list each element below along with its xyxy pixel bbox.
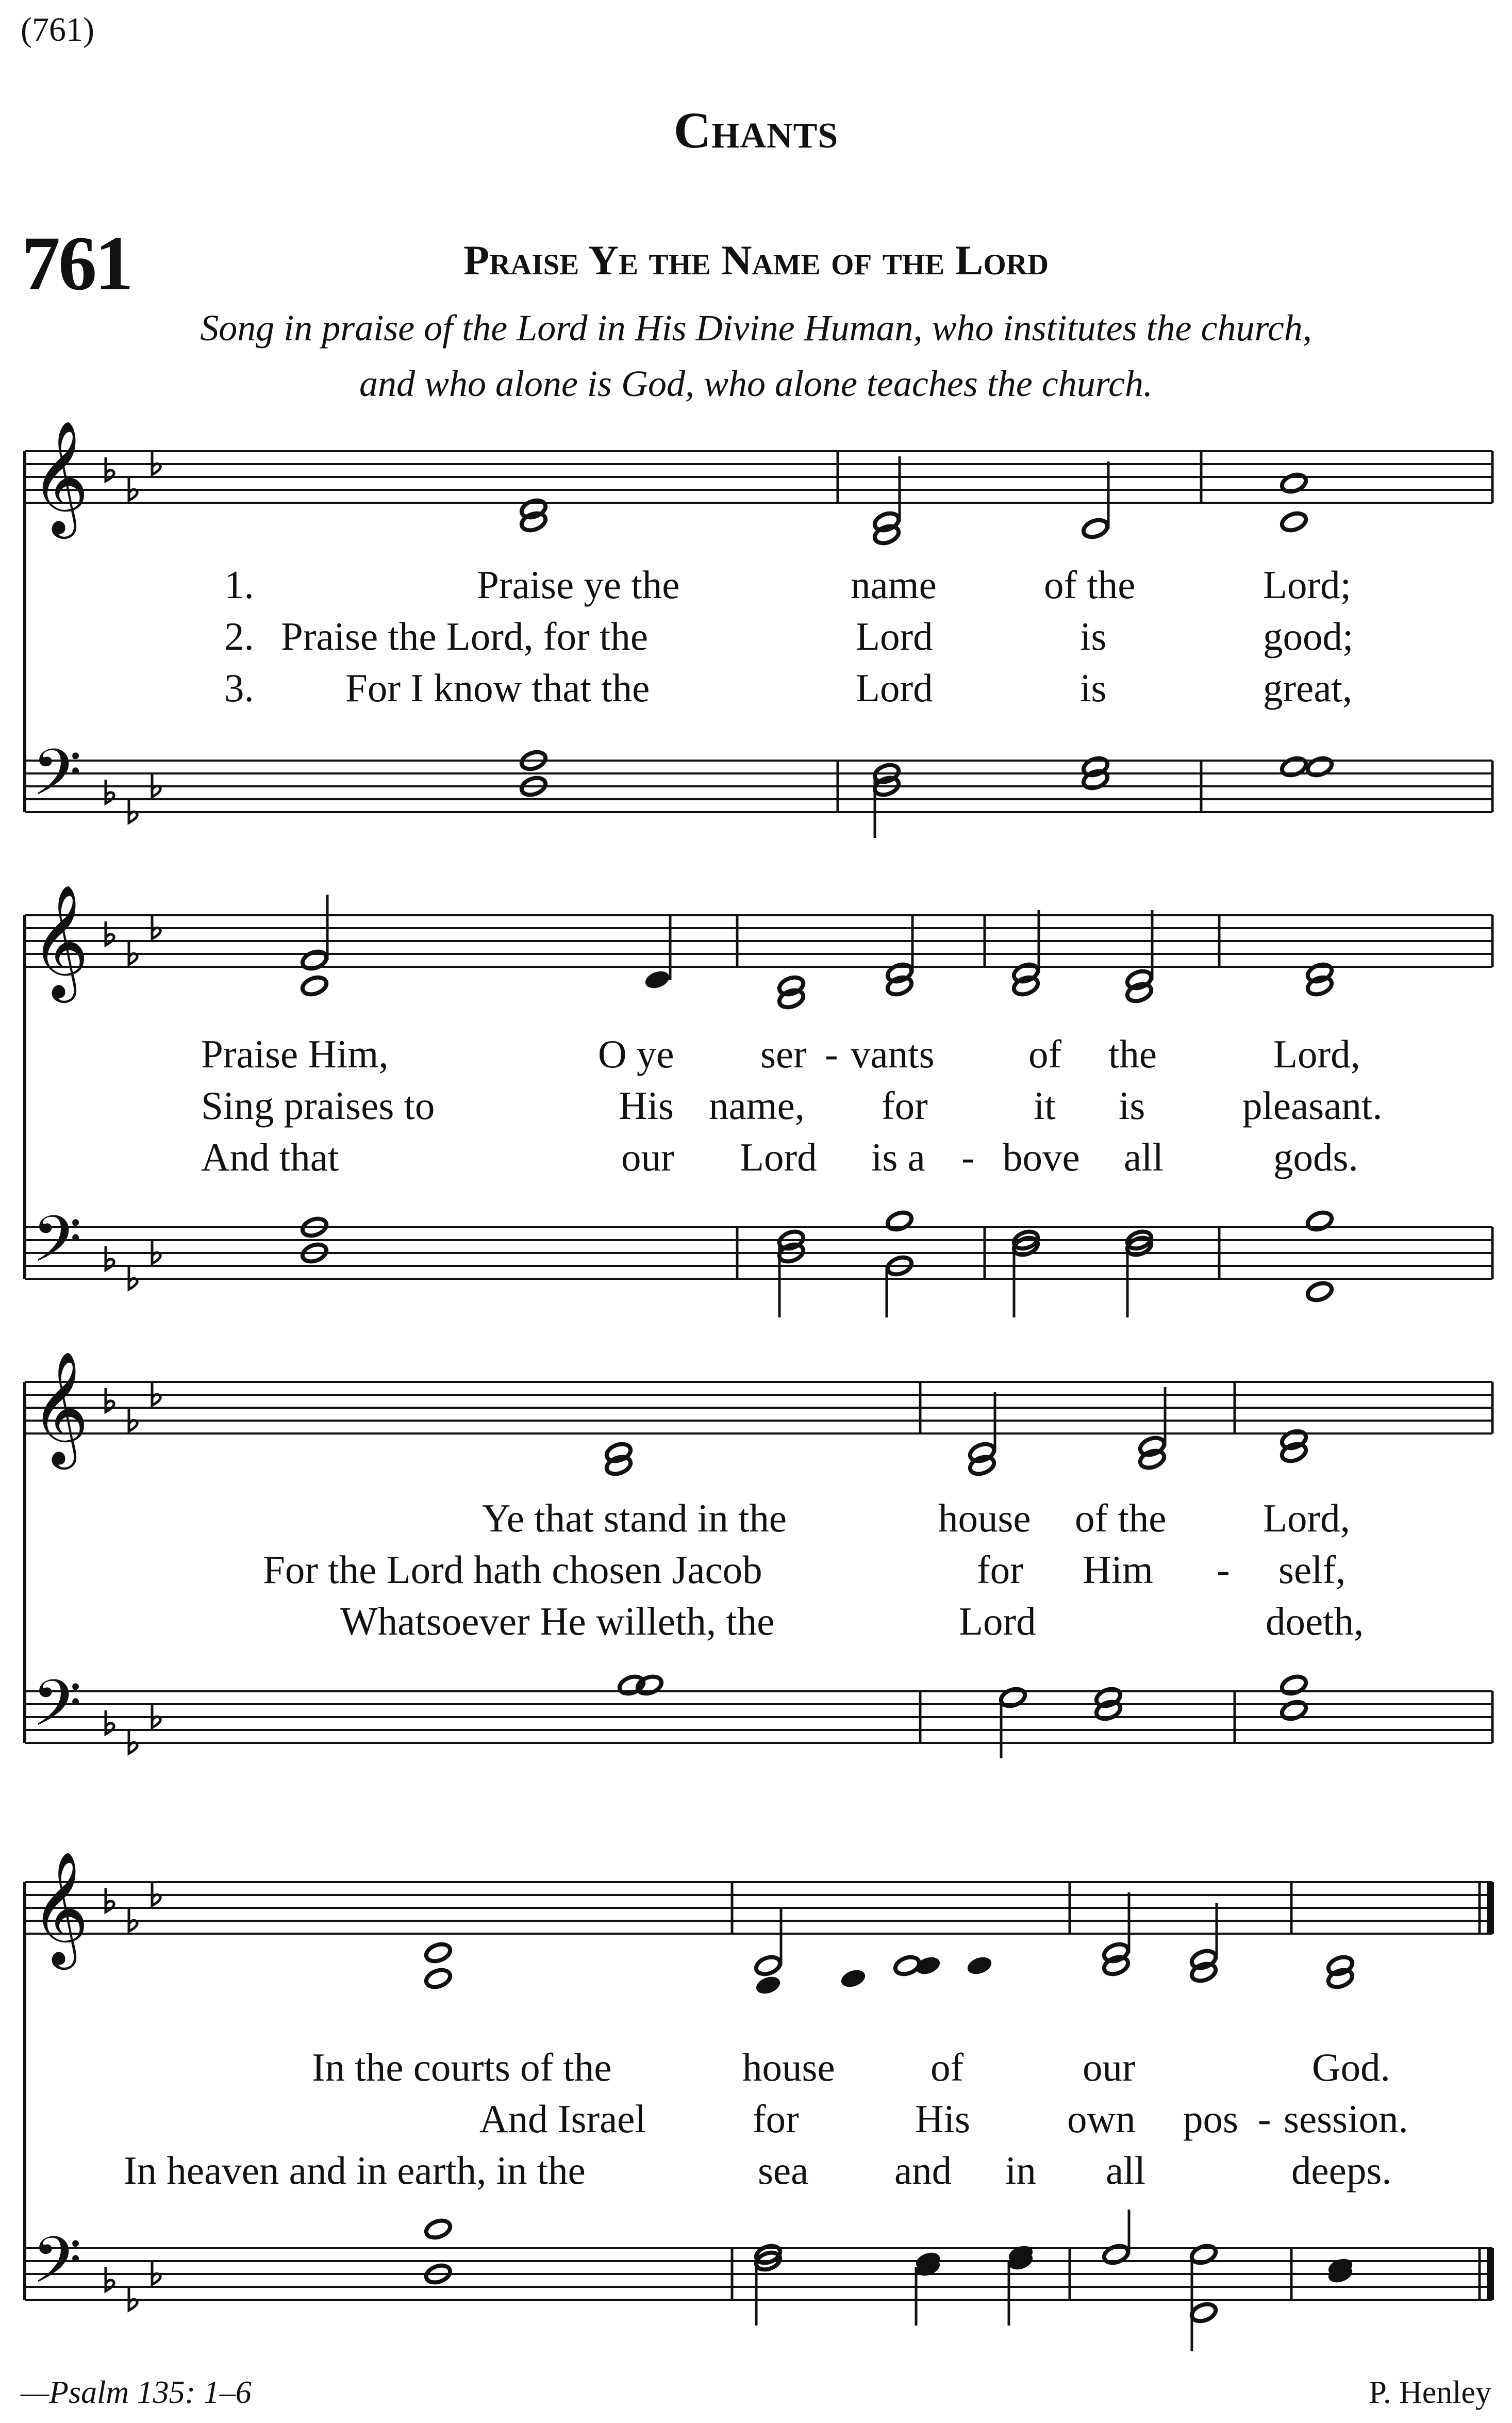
flat-icon	[152, 1704, 160, 1728]
flat-icon	[152, 1240, 160, 1264]
note-head	[999, 1686, 1027, 1709]
flat-icon	[129, 941, 137, 965]
lyric-syllable: it	[1034, 1083, 1056, 1128]
flat-icon	[152, 1382, 160, 1406]
lyric-syllable: of the	[1044, 563, 1136, 607]
flat-icon	[106, 1710, 114, 1734]
flat-icon	[106, 1888, 114, 1912]
note-head	[1305, 755, 1334, 779]
note-head	[1081, 517, 1109, 540]
lyric-syllable: Whatsoever He willeth, the	[340, 1599, 775, 1643]
lyric-syllable: session.	[1284, 2097, 1408, 2141]
lyric-syllable: Lord	[740, 1135, 817, 1179]
lyric-syllable: -	[1258, 2097, 1271, 2141]
lyric-syllable: Lord	[856, 614, 933, 658]
note-head	[1305, 1210, 1334, 1233]
lyric-syllable: good;	[1263, 614, 1354, 658]
hymn-subtitle-line-2: and who alone is God, who alone teaches the church.	[359, 363, 1153, 404]
lyric-syllable: is	[1080, 666, 1107, 710]
lyric-syllable: 2.	[224, 614, 254, 658]
lyric-syllable: of	[1028, 1032, 1062, 1076]
bass-clef-icon: 𝄢	[32, 736, 82, 826]
lyric-syllable: all	[1106, 2148, 1145, 2193]
flat-icon	[152, 915, 160, 939]
flat-icon	[106, 2267, 114, 2291]
flat-icon	[129, 1730, 137, 1754]
flat-icon	[106, 1388, 114, 1412]
treble-clef-icon: 𝄞	[31, 1851, 89, 1965]
lyric-syllable: doeth,	[1266, 1599, 1364, 1643]
lyric-syllable: For I know that the	[345, 666, 650, 710]
lyric-syllable: Praise ye the	[477, 563, 680, 607]
note-head	[1305, 1280, 1334, 1304]
composer-credit: P. Henley	[1369, 2375, 1491, 2410]
note-head	[885, 1210, 913, 1233]
lyric-syllable: self,	[1278, 1547, 1346, 1592]
flat-icon	[106, 780, 114, 803]
note-head	[643, 968, 671, 992]
flat-icon	[129, 799, 137, 823]
flat-icon	[106, 457, 114, 481]
lyric-syllable: Praise the Lord, for the	[281, 614, 649, 658]
lyric-syllable: Lord,	[1263, 1496, 1350, 1540]
lyric-syllable: of the	[1075, 1496, 1167, 1540]
lyric-syllable: Lord	[959, 1599, 1036, 1643]
flat-icon	[129, 1908, 137, 1932]
lyric-syllable: -	[825, 1032, 838, 1076]
lyric-syllable: Praise Him,	[201, 1032, 389, 1076]
lyric-syllable: name,	[709, 1083, 805, 1128]
lyric-syllable: house	[938, 1496, 1031, 1540]
lyric-syllable: And that	[201, 1135, 339, 1179]
lyric-syllable: Lord;	[1263, 563, 1352, 607]
treble-clef-icon: 𝄞	[31, 884, 89, 998]
lyric-syllable: name	[851, 563, 937, 607]
lyric-syllable: all	[1124, 1135, 1164, 1179]
lyric-syllable: Him	[1083, 1547, 1153, 1592]
note-head	[1280, 1674, 1308, 1697]
section-title: Chants	[673, 102, 839, 159]
note-head	[300, 975, 328, 998]
note-head	[839, 1967, 867, 1990]
lyric-syllable: for	[882, 1083, 928, 1128]
treble-clef-icon: 𝄞	[31, 420, 89, 534]
note-head	[965, 1954, 993, 1977]
lyric-syllable: house	[742, 2045, 835, 2089]
note-head	[754, 1974, 782, 1997]
lyric-syllable: ser	[760, 1032, 807, 1076]
hymn-number: 761	[22, 221, 131, 306]
scripture-source: —Psalm 135: 1–6	[21, 2375, 252, 2410]
lyric-syllable: His	[619, 1083, 674, 1128]
lyric-syllable: in	[1005, 2148, 1036, 2193]
lyric-syllable: deeps.	[1291, 2148, 1392, 2193]
flat-icon	[152, 773, 160, 797]
flat-icon	[152, 451, 160, 475]
note-head	[1280, 510, 1308, 534]
flat-icon	[129, 477, 137, 501]
lyric-syllable: pleasant.	[1242, 1083, 1383, 1128]
hymn-title: Praise Ye the Name of the Lord	[463, 237, 1049, 284]
note-head	[1102, 2243, 1130, 2266]
lyric-syllable: gods.	[1273, 1135, 1358, 1179]
flat-icon	[106, 921, 114, 945]
bass-clef-icon: 𝄢	[32, 2223, 82, 2313]
note-head	[1280, 755, 1308, 779]
lyric-syllable: 1.	[224, 563, 254, 607]
treble-clef-icon: 𝄞	[31, 1350, 89, 1464]
flat-icon	[129, 2287, 137, 2311]
lyric-syllable: -	[1217, 1547, 1230, 1592]
hymn-subtitle-line-1: Song in praise of the Lord in His Divine Human, who institutes the church,	[200, 307, 1312, 349]
note-head	[754, 1954, 782, 1977]
lyric-syllable: for	[977, 1547, 1023, 1592]
lyric-syllable: In heaven and in earth, in the	[124, 2148, 586, 2193]
bass-clef-icon: 𝄢	[32, 1667, 82, 1756]
page-number: (761)	[21, 11, 94, 48]
lyric-syllable: our	[1083, 2045, 1136, 2089]
note-head	[424, 1941, 452, 1965]
lyric-syllable: Lord	[856, 666, 933, 710]
lyric-syllable: In the courts of the	[312, 2045, 612, 2089]
note-head	[300, 949, 328, 972]
note-head	[1280, 1699, 1308, 1722]
lyric-syllable: is	[1119, 1083, 1145, 1128]
lyric-syllable: 3.	[224, 666, 254, 710]
lyric-syllable: our	[621, 1135, 674, 1179]
lyric-syllable: bove	[1003, 1135, 1080, 1179]
flat-icon	[129, 1408, 137, 1431]
flat-icon	[106, 1246, 114, 1270]
note-head	[424, 2218, 452, 2241]
lyric-syllable: For the Lord hath chosen Jacob	[263, 1547, 762, 1592]
lyric-syllable: Sing praises to	[201, 1083, 435, 1128]
lyric-syllable: of	[931, 2045, 964, 2089]
lyric-syllable: O ye	[598, 1032, 674, 1076]
note-head	[1189, 2243, 1218, 2266]
lyric-syllable: own	[1067, 2097, 1136, 2141]
lyric-syllable: is a	[871, 1135, 925, 1179]
lyric-syllable: and	[894, 2148, 952, 2193]
lyric-syllable: is	[1080, 614, 1107, 658]
note-head	[1280, 472, 1308, 495]
lyric-syllable: vants	[851, 1032, 935, 1076]
lyric-syllable: Ye that stand in the	[482, 1496, 787, 1540]
lyric-syllable: great,	[1263, 666, 1353, 710]
bass-clef-icon: 𝄢	[32, 1202, 82, 1292]
lyric-syllable: the	[1108, 1032, 1157, 1076]
lyric-syllable: for	[753, 2097, 799, 2141]
lyric-syllable: sea	[758, 2148, 809, 2193]
flat-icon	[152, 2261, 160, 2285]
lyric-syllable: His	[915, 2097, 970, 2141]
lyric-syllable: God.	[1312, 2045, 1390, 2089]
lyric-syllable: -	[961, 1135, 975, 1179]
flat-icon	[152, 1882, 160, 1906]
note-head	[1189, 2301, 1218, 2325]
lyric-syllable: Lord,	[1273, 1032, 1360, 1076]
lyric-syllable: And Israel	[479, 2097, 646, 2141]
flat-icon	[129, 1266, 137, 1290]
lyric-syllable: pos	[1183, 2097, 1238, 2141]
note-head	[424, 1967, 452, 1990]
